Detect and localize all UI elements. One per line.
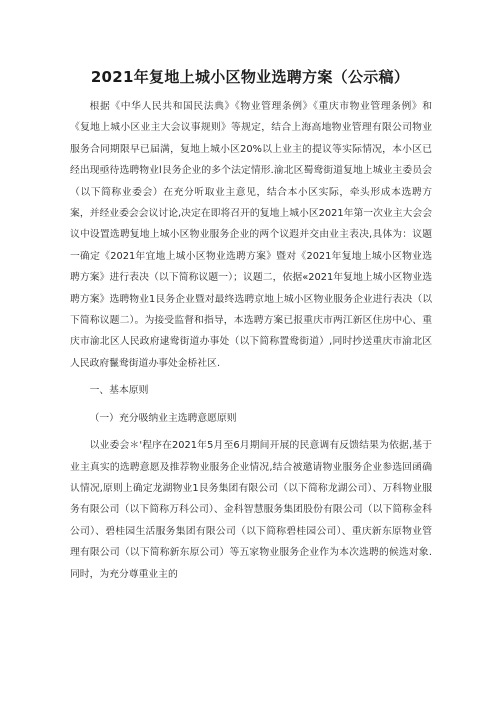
subsection-heading-owner-intent: （一）充分吸纳业主选聘意愿原则 — [89, 412, 237, 424]
document-title: 2021年复地上城小区物业选聘方案（公示稿） — [90, 68, 410, 86]
intro-paragraph: 根据《中华人民共和国民法典》《物业管理条例》《重庆市物业管理条例》和《复地上城小区业主大会议事规则》等规定，结合上海高地物业管理有限公司物业服务合同期限早已届满，复地上城小区20%以上业主的提议等实际情况，本小区已经出现亟待选聘物业l艮务企业的多个法定情形.渝北区蜀鸯街道复地上城业主委员会（以下简称业委会）在充分听取业主意见，结合本小区实际，牵头形成本选聘方案，并经业委会会议讨论,决定在即将召开的复地上城小区2021年第一次业主大会会议中设置选聘复地上城小区物业服务企业的两个议遐并交由业主表决,具体为：议题一确定《2021年宜地上城小区物业选聘方案》暨对《2021年复地上城小区物业选聘方案》进行表决（以下简称议题一）；议题二，依据«2021年复地上城小区物业选聘方案》选聘物业1艮务企业暨对最终选聘京地上城小区物业服务企业进行表决（以下简称议题二）。为接受监督和指导，本选聘方案已报重庆市两江新区住房中心、重庆市渝北区人民政府逮鸯街道办事处（以下简称置鸯街道）,同时抄送重庆市渝北区人民政府鬣鸯街道办事处金桥社区. — [70, 101, 432, 369]
body-paragraph: 以业委会＊'程序在2021年5月至6月期间开展的民意调有反馈结果为依据,基于业主真实的选聘意愿及推荐物业服务企业情况,结合被邀请物业服务企业参选回函确认情况,原则上确定龙湖物业1艮务集团有限公司（以下简称龙湖公司）、万科物业服务有限公司（以下简称万科公司）、金科智慧服务集团股份有限公司（以下简称金科公司）、碧桂园生活服务集团有限公司（以下简称碧桂园公司）、重庆新东原物业管理有限公司（以下简称新东原公司）等五家物业服务企业作为本次选聘的候选对象.同时，为充分尊重业主的 — [70, 440, 432, 580]
section-heading-basic-principles: 一、基本原则 — [89, 385, 149, 397]
document-body — [70, 96, 432, 585]
